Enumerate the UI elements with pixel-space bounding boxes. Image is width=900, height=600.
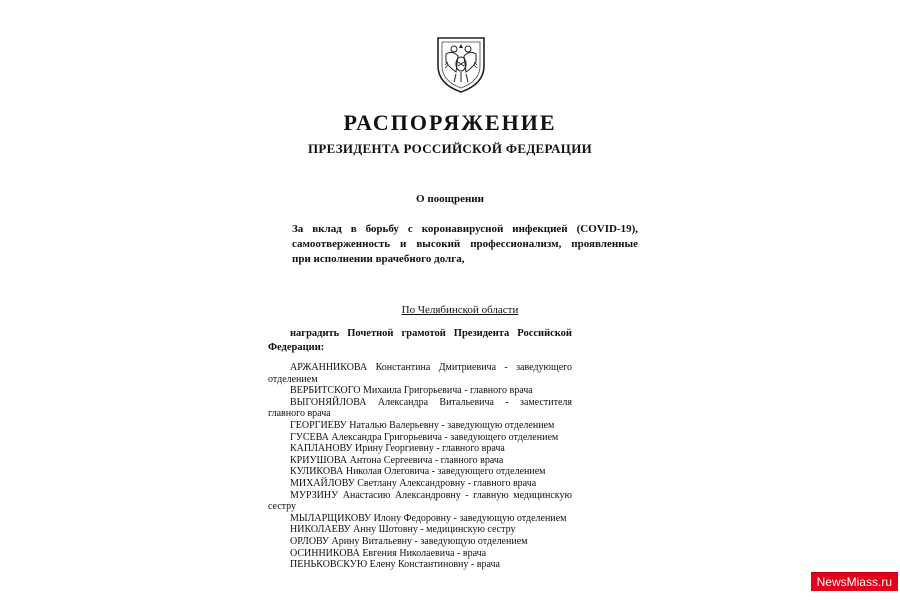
list-item <box>268 432 572 444</box>
awardee-details: Евгения Николаевича - врача <box>362 547 487 559</box>
list-item <box>268 397 572 420</box>
awardee-details: Наталью Валерьевну - заведующую отделением <box>349 419 555 431</box>
preamble-line: За вклад в борьбу с коронавирусной инфекцией (COVID-19), <box>292 223 638 235</box>
watermark-badge[interactable] <box>811 572 898 591</box>
awardee-details-continued: отделением <box>268 373 318 385</box>
awardee-surname: ПЕНЬКОВСКУЮ <box>290 559 368 571</box>
awardee-details: Елену Константиновну - врача <box>369 559 500 571</box>
awardee-surname: ОСИННИКОВА <box>290 547 360 559</box>
awardee-surname: КАПЛАНОВУ <box>290 443 353 455</box>
list-item <box>268 455 572 467</box>
awardee-list <box>268 362 572 571</box>
awardee-surname: ВЕРБИТСКОГО <box>290 385 361 397</box>
list-item <box>268 490 572 513</box>
awardee-surname: ГУСЕВА <box>290 431 329 443</box>
awardee-surname: МУРЗИНУ <box>290 489 339 501</box>
awardee-surname: ОРЛОВУ <box>290 535 329 547</box>
award-clause <box>268 327 572 355</box>
awardee-details: Арину Витальевну - заведующую отделением <box>331 535 528 547</box>
awardee-details: Александра Григорьевича - заведующего отделением <box>331 431 559 443</box>
watermark-text: NewsMiass.ru <box>816 575 892 589</box>
awardee-surname: ВЫГОНЯЙЛОВА <box>290 396 367 408</box>
awardee-surname: НИКОЛАЕВУ <box>290 524 351 536</box>
awardee-details: Михаила Григорьевича - главного врача <box>362 385 533 397</box>
preamble-line: при исполнении врачебного долга, <box>292 253 465 265</box>
region-heading: По Челябинской области <box>401 304 519 316</box>
award-line: Федерации: <box>268 342 325 353</box>
list-item <box>268 466 572 478</box>
preamble-line: самоотверженность и высокий профессионализм, проявленные <box>292 238 638 250</box>
awardee-surname: ГЕОРГИЕВУ <box>290 419 347 431</box>
awardee-details-continued: сестру <box>268 501 297 513</box>
awardee-details: Антона Сергеевича - главного врача <box>349 454 504 466</box>
list-item <box>268 420 572 432</box>
document-title: РАСПОРЯЖЕНИЕ <box>343 110 557 135</box>
list-item <box>268 513 572 525</box>
awardee-details: Анастасию Александровну - главную медицинскую <box>342 489 572 501</box>
list-item <box>268 385 572 397</box>
list-item <box>268 548 572 560</box>
awardee-details: Николая Олеговича - заведующего отделением <box>345 466 546 478</box>
list-item <box>268 478 572 490</box>
awardee-details: Илону Федоровну - заведующую отделением <box>373 512 567 524</box>
document-about: О поощрении <box>416 193 484 205</box>
preamble <box>292 222 638 267</box>
awardee-details: Светлану Александровну - главного врача <box>357 477 537 489</box>
awardee-surname: МЫЛАРЩИКОВУ <box>290 512 372 524</box>
awardee-surname: КРИУШОВА <box>290 454 348 466</box>
list-item <box>268 524 572 536</box>
awardee-details: Ирину Георгиевну - главного врача <box>355 443 505 455</box>
award-line: наградить Почетной грамотой Президента Российской <box>290 328 572 339</box>
awardee-details: Александра Витальевича - заместителя <box>377 396 573 408</box>
awardee-surname: АРЖАННИКОВА <box>290 362 368 373</box>
list-item <box>268 443 572 455</box>
awardee-details: Константина Дмитриевича - заведующего <box>375 362 572 373</box>
document-subtitle: ПРЕЗИДЕНТА РОССИЙСКОЙ ФЕДЕРАЦИИ <box>307 141 593 156</box>
awardee-details: Анну Шотовну - медицинскую сестру <box>353 524 516 536</box>
list-item <box>268 536 572 548</box>
awardee-details-continued: главного врача <box>268 408 331 420</box>
awardee-surname: МИХАЙЛОВУ <box>290 477 355 489</box>
list-item <box>268 559 572 571</box>
coat-of-arms-icon <box>432 32 490 96</box>
awardee-surname: КУЛИКОВА <box>290 466 344 478</box>
list-item <box>268 362 572 385</box>
